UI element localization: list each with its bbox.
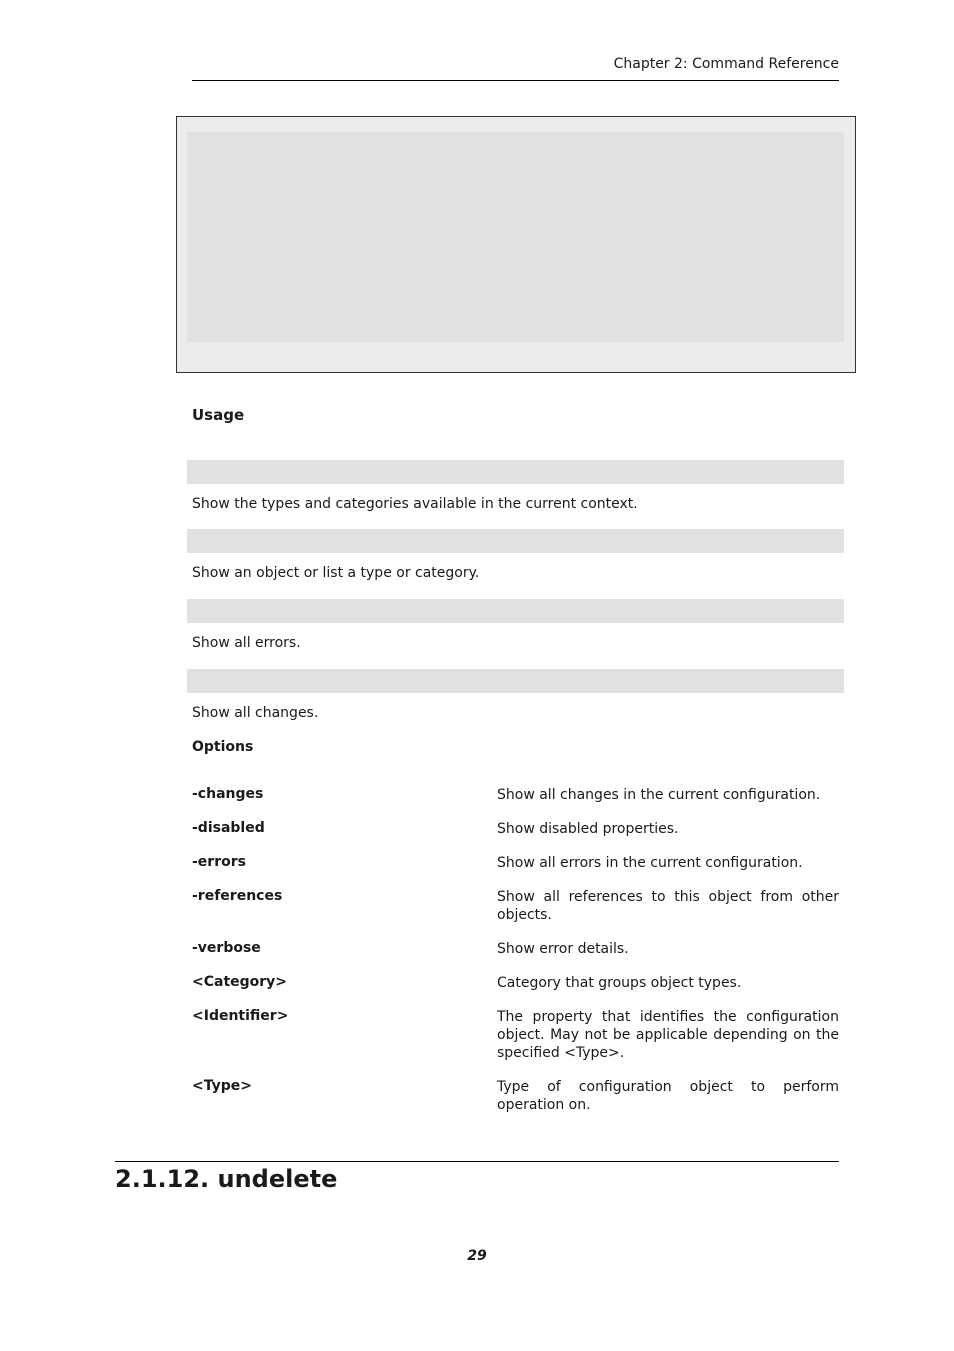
- usage-description: Show all changes.: [192, 705, 319, 721]
- option-description: The property that identifies the configuration object. May not be applicable depending on the specified <Type>.: [497, 1009, 839, 1061]
- option-description: Show error details.: [497, 941, 629, 957]
- option-description: Show disabled properties.: [497, 821, 679, 837]
- option-description: Show all changes in the current configuration.: [497, 787, 821, 803]
- usage-description: Show all errors.: [192, 635, 301, 651]
- option-name: <Type>: [192, 1078, 252, 1094]
- usage-code-bar: [187, 460, 844, 484]
- option-description: Show all references to this object from other objects.: [497, 889, 839, 923]
- usage-code-bar: [187, 599, 844, 623]
- usage-heading: Usage: [192, 406, 245, 424]
- option-name: <Category>: [192, 974, 288, 990]
- option-name: -disabled: [192, 820, 265, 836]
- header-rule: [192, 80, 839, 81]
- usage-description: Show the types and categories available in the current context.: [192, 496, 638, 512]
- option-name: -changes: [192, 786, 264, 802]
- options-heading: Options: [192, 739, 254, 755]
- option-name: -verbose: [192, 940, 261, 956]
- running-header: Chapter 2: Command Reference: [613, 56, 839, 72]
- section-title: 2.1.12. undelete: [115, 1165, 338, 1193]
- synopsis-box: [176, 116, 856, 373]
- option-description: Category that groups object types.: [497, 975, 742, 991]
- usage-code-bar: [187, 669, 844, 693]
- option-description: Type of configuration object to perform operation on.: [497, 1079, 839, 1113]
- usage-code-bar: [187, 529, 844, 553]
- option-description: Show all errors in the current configuration.: [497, 855, 803, 871]
- option-name: -references: [192, 888, 283, 904]
- option-name: <Identifier>: [192, 1008, 289, 1024]
- option-name: -errors: [192, 854, 246, 870]
- usage-description: Show an object or list a type or category.: [192, 565, 480, 581]
- section-rule: [115, 1161, 839, 1162]
- page-number: 29: [467, 1248, 487, 1264]
- synopsis-code-area: [187, 132, 844, 342]
